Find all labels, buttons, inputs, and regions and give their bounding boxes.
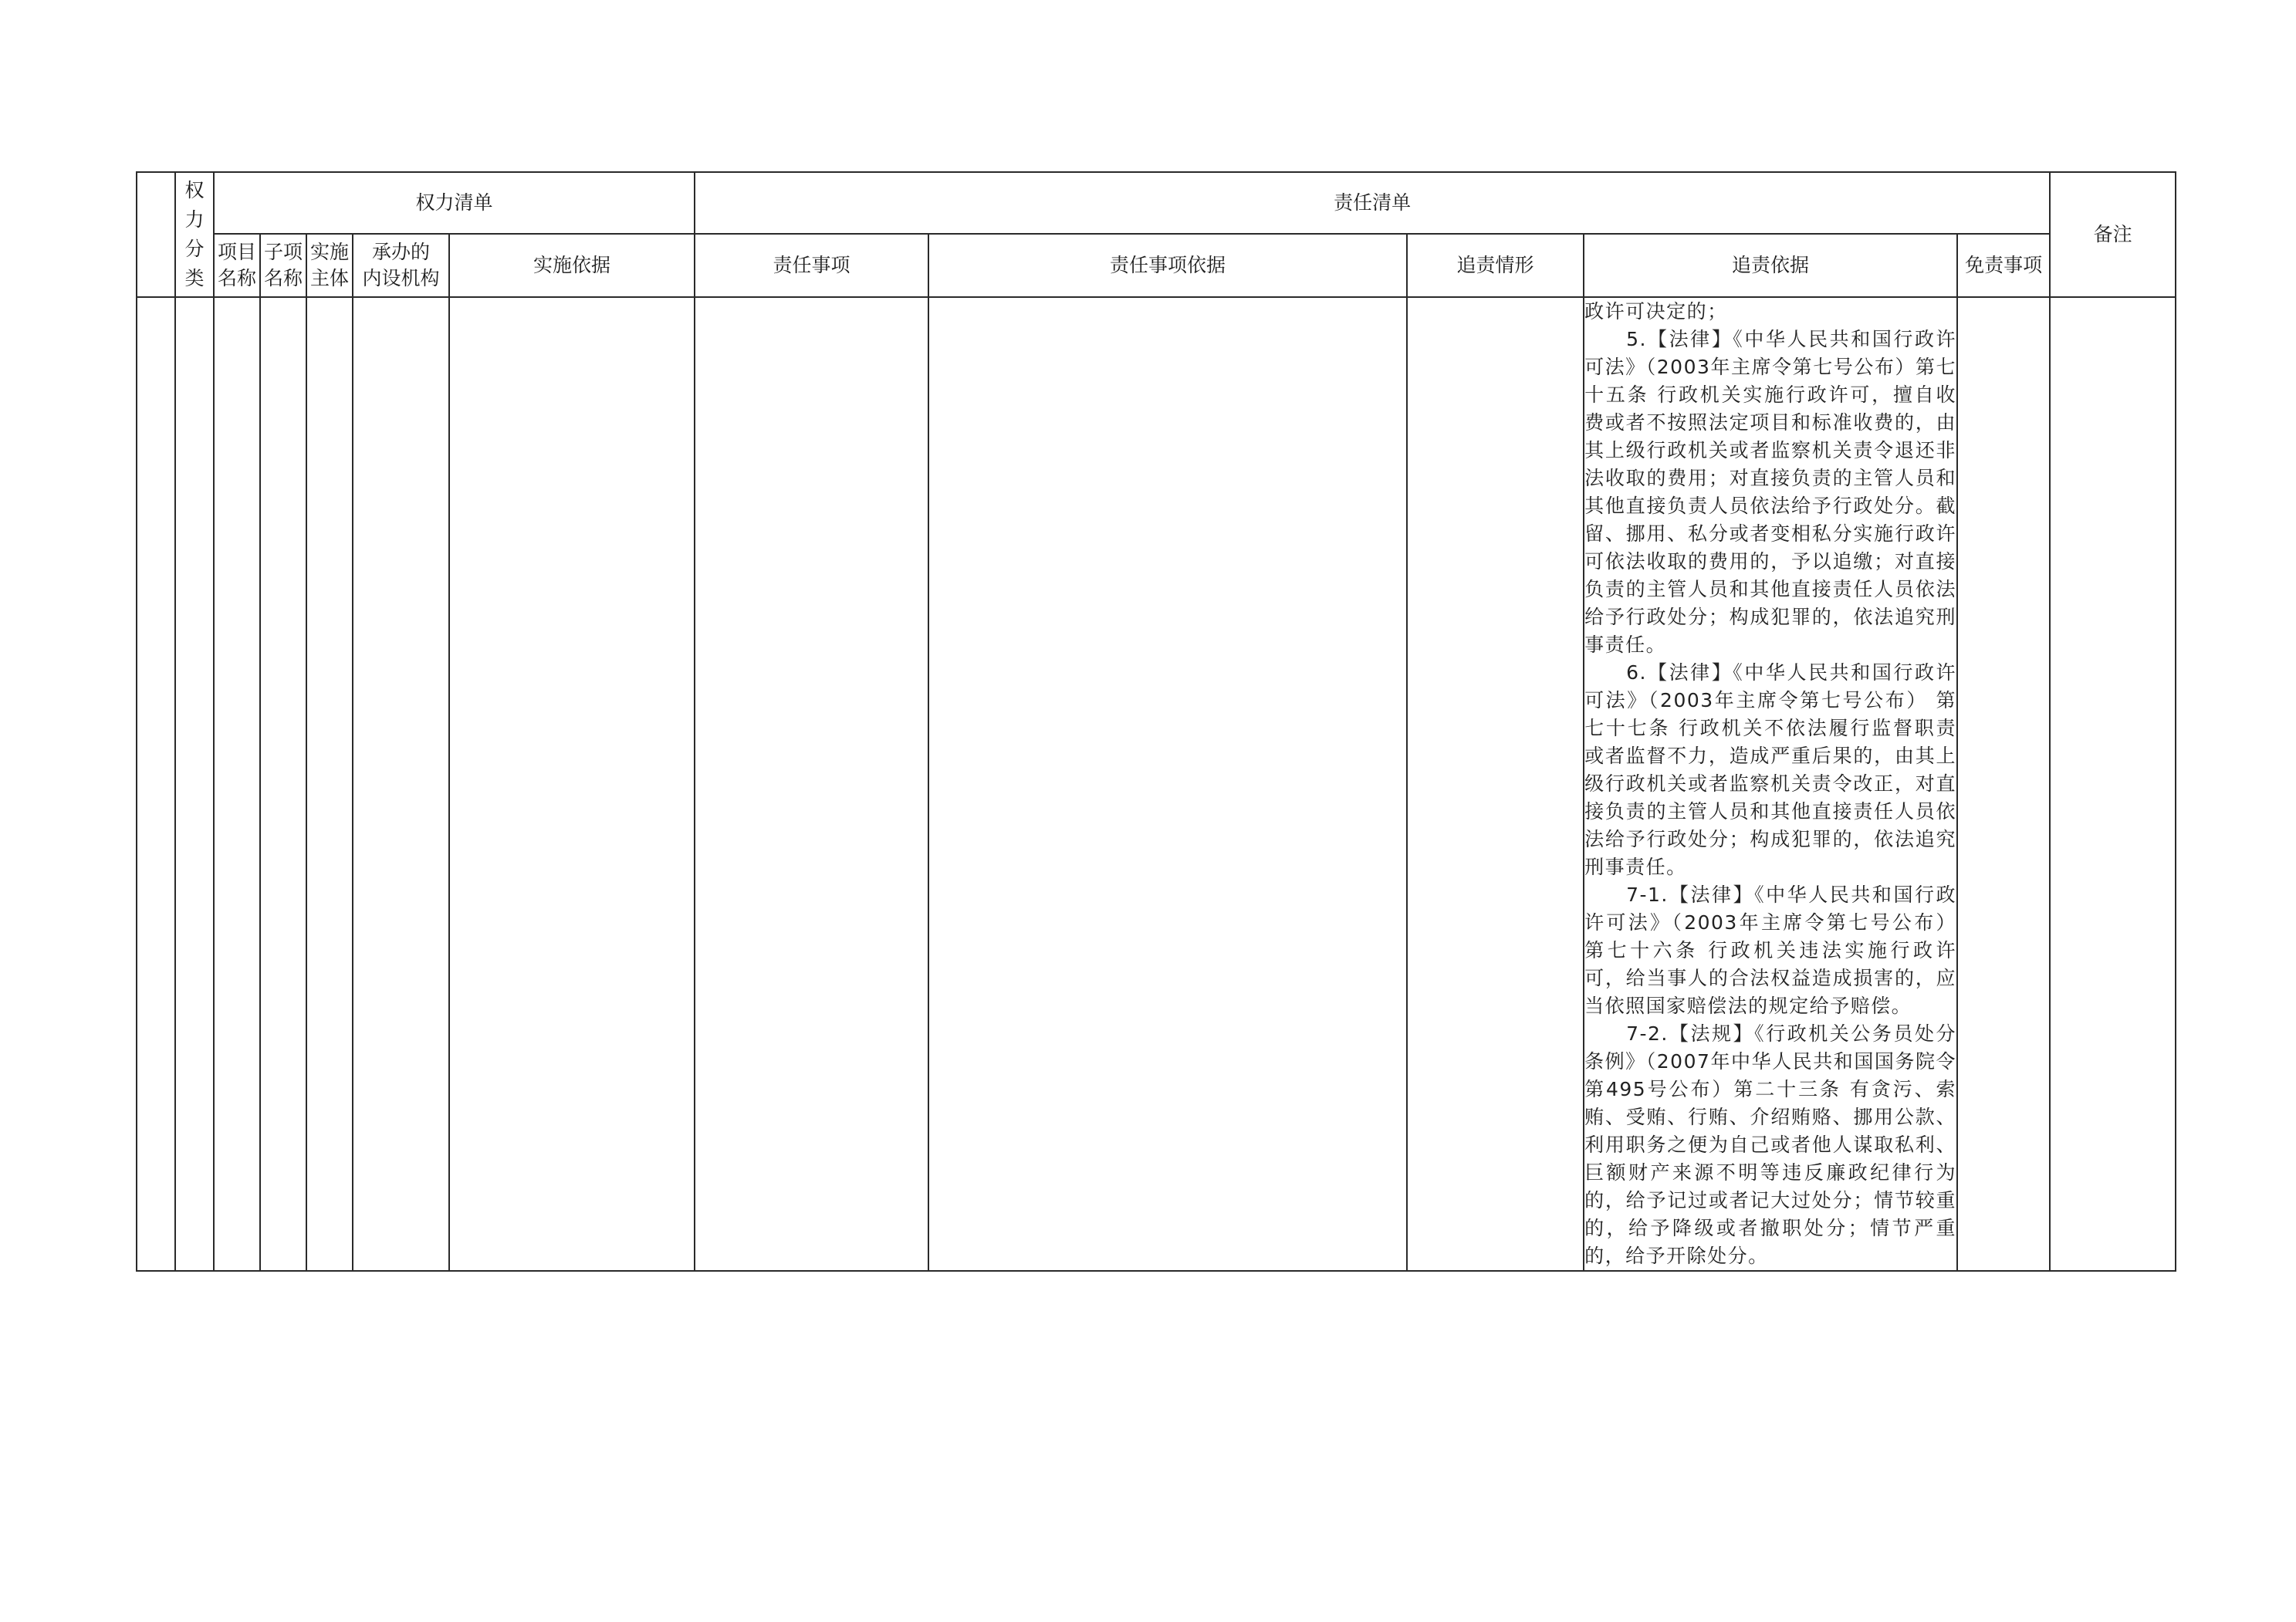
- category-header: 权 力 分 类: [175, 172, 214, 297]
- exemption-items-cell: [1957, 297, 2050, 1271]
- implementing-body-header: 实施 主体: [306, 234, 353, 297]
- power-list-header: 权力清单: [214, 172, 695, 234]
- responsibility-items-cell: [695, 297, 928, 1271]
- accountability-basis-cell: [1584, 297, 1957, 1271]
- basis-paragraph: 7-1.【法律】《中华人民共和国行政许可法》（2003年主席令第七号公布） 第七十六条 行政机关违法实施行政许可，给当事人的合法权益造成损害的，应当依照国家赔偿法的规定给予赔偿。: [1584, 884, 1957, 1017]
- blank-header-cell: [137, 172, 175, 297]
- remarks-header: 备注: [2050, 172, 2176, 297]
- basis-paragraph: 7-2.【法规】《行政机关公务员处分条例》（2007年中华人民共和国国务院令第495号公布）第二十三条 有贪污、索贿、受贿、行贿、介绍贿赂、挪用公款、利用职务之便为自己或者他人谋取私利、巨额财产来源不明等违反廉政纪律行为的，给予记过或者记大过处分；情节较重的，给予降级或者撤职处分；情节严重的，给予开除处分。: [1584, 1022, 1957, 1267]
- sub-item-name-header: 子项 名称: [260, 234, 306, 297]
- internal-department-cell: [353, 297, 449, 1271]
- header-row-1: [137, 172, 2176, 234]
- implementation-basis-header: 实施依据: [449, 234, 695, 297]
- header-row-2: [137, 234, 2176, 297]
- sub-item-name-cell: [260, 297, 306, 1271]
- accountability-situations-header: 追责情形: [1407, 234, 1584, 297]
- accountability-basis-header: 追责依据: [1584, 234, 1957, 297]
- category-cell: [175, 297, 214, 1271]
- blank-cell: [137, 297, 175, 1271]
- remarks-cell: [2050, 297, 2176, 1271]
- exemption-items-header: 免责事项: [1957, 234, 2050, 297]
- basis-paragraph: 5.【法律】《中华人民共和国行政许可法》（2003年主席令第七号公布）第七十五条 行政机关实施行政许可，擅自收费或者不按照法定项目和标准收费的，由其上级行政机关或者监察机关责令退还非法收取的费用；对直接负责的主管人员和其他直接负责人员依法给予行政处分。截留、挪用、私分或者变相私分实施行政许可依法收取的费用的，予以追缴；对直接负责的主管人员和其他直接责任人员依法给予行政处分；构成犯罪的，依法追究刑事责任。: [1584, 328, 1957, 656]
- responsibility-basis-cell: [928, 297, 1407, 1271]
- accountability-situations-cell: [1407, 297, 1584, 1271]
- implementing-body-cell: [306, 297, 353, 1271]
- responsibility-basis-header: 责任事项依据: [928, 234, 1407, 297]
- basis-paragraph: 6.【法律】《中华人民共和国行政许可法》（2003年主席令第七号公布） 第七十七条 行政机关不依法履行监督职责或者监督不力，造成严重后果的，由其上级行政机关或者监察机关责令改正，对直接负责的主管人员和其他直接责任人员依法给予行政处分；构成犯罪的，依法追究刑事责任。: [1584, 661, 1957, 878]
- implementation-basis-cell: [449, 297, 695, 1271]
- responsibility-list-header: 责任清单: [695, 172, 2050, 234]
- table-row: [137, 297, 2176, 1271]
- internal-department-header: 承办的 内设机构: [353, 234, 449, 297]
- basis-paragraph: 政许可决定的；: [1584, 300, 1728, 323]
- power-responsibility-table: [136, 171, 2176, 1272]
- item-name-cell: [214, 297, 260, 1271]
- item-name-header: 项目 名称: [214, 234, 260, 297]
- responsibility-items-header: 责任事项: [695, 234, 928, 297]
